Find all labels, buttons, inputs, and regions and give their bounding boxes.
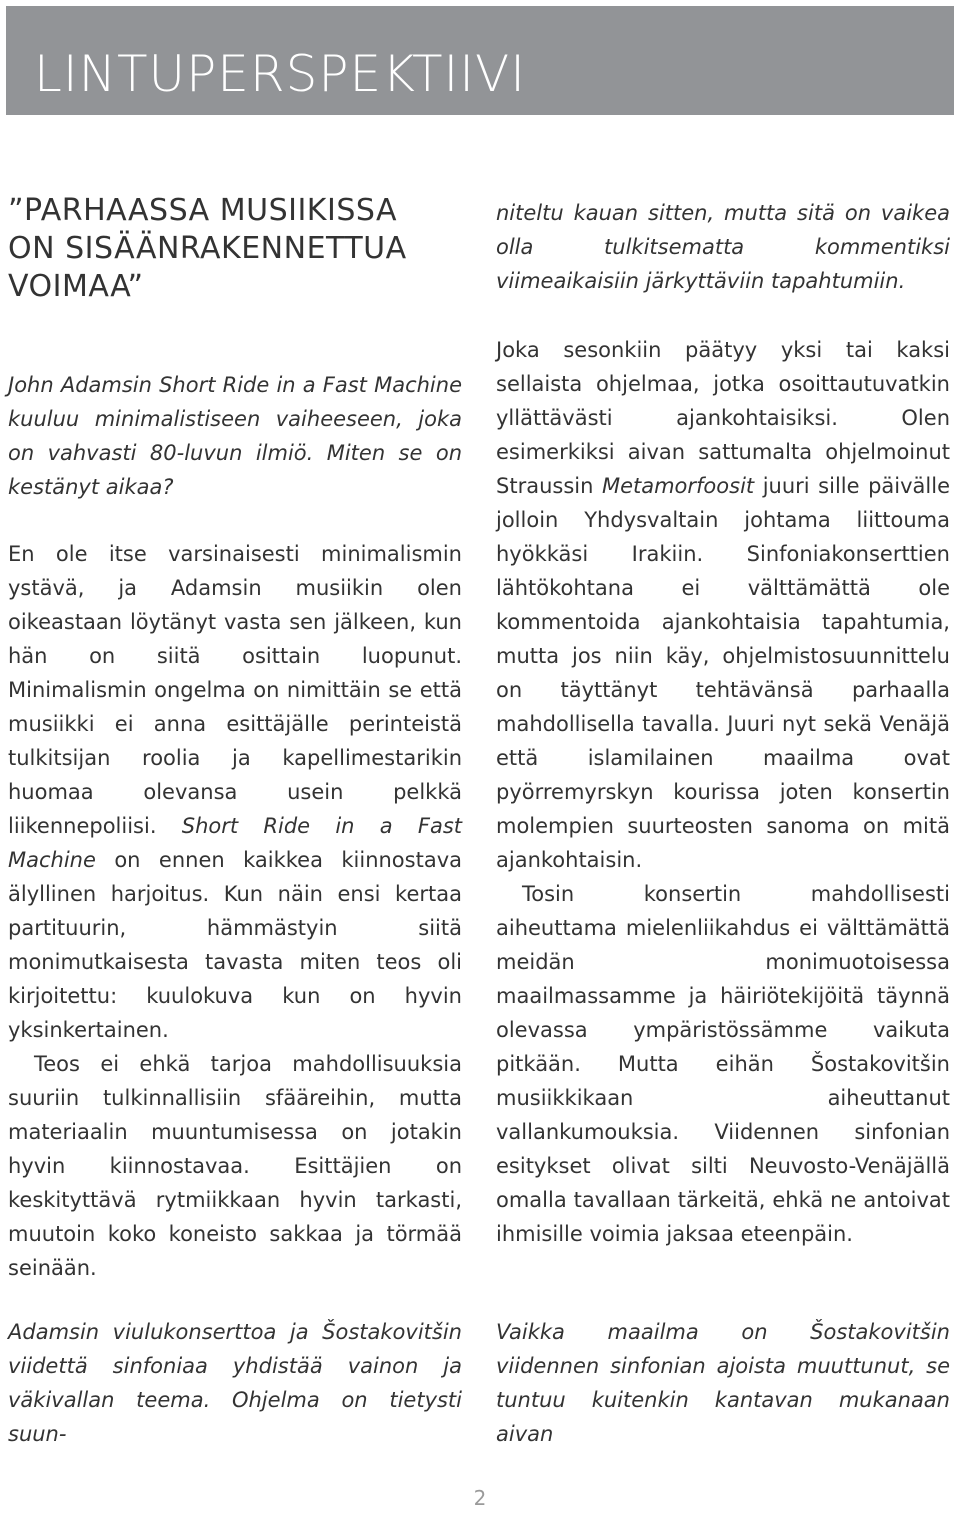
answer-paragraph	[8, 537, 462, 1047]
answer-paragraph: Tosin konsertin mahdollisesti aiheuttama mielenliikahdus ei välttämättä meidän monimuotoisessa maailmassamme ja häiriötekijöitä täynnä olevassa ympäristössämme vaikuta pitkään. Mutta eihän Šostakovitšin musiikkikaan aiheuttanut vallankumouksia. Viidennen sinfonian esitykset olivat silti Neuvosto-Venäjällä omalla tavallaan tärkeitä, ehkä ne antoivat ihmisille voimia jaksaa eteenpäin.	[496, 882, 950, 1246]
right-column-body	[496, 333, 950, 1251]
interview-question: John Adamsin Short Ride in a Fast Machine kuuluu minimalistiseen vaiheeseen, joka on vahvasti 80-luvun ilmiö. Miten se on kestänyt aikaa?	[8, 373, 462, 499]
right-column-question-2-continued	[496, 196, 950, 298]
left-column-body	[8, 537, 462, 1285]
answer-text: on ennen kaikkea kiinnostava älyllinen harjoitus. Kun näin ensi kertaa partituurin, hämmästyin siitä monimutkaisesta tavasta miten teos oli kirjoitettu: kuulokuva kun on hyvin yksinkertainen.	[8, 848, 462, 1042]
headline-line: ON SISÄÄNRAKENNETTUA	[8, 231, 407, 266]
section-title: LINTUPERSPEKTIIVI	[34, 45, 526, 103]
interview-question: Vaikka maailma on Šostakovitšin viidennen sinfonian ajoista muuttunut, se tuntuu kuitenkin kantavan mukanaan aivan	[496, 1320, 950, 1446]
answer-text: En ole itse varsinaisesti minimalismin ystävä, ja Adamsin musiikin olen oikeastaan löytänyt vasta sen jälkeen, kun hän on siitä osittain luopunut. Minimalismin ongelma on nimittäin se että musiikki ei anna esittäjälle perinteistä tulkitsijan roolia ja kapellimestarikin huomaa olevansa usein pelkkä liikennepoliisi.	[8, 542, 462, 838]
answer-text: juuri sille päivälle jolloin Yhdysvaltain johtama liittouma hyökkäsi Irakiin. Sinfoniakonserttien lähtökohtana ei välttämättä ole kommentoida ajankohtaisia tapahtumia, mutta jos niin käy, ohjelmistosuunnittelu on täyttänyt tehtävänsä parhaalla mahdollisella tavalla. Juuri nyt sekä Venäjä että islamilainen maailma ovat pyörremyrskyn kourissa joten konsertin molempien suurteosten sanoma on mitä ajankohtaisin.	[496, 474, 950, 872]
article-headline	[8, 192, 468, 306]
section-banner	[6, 6, 954, 115]
page-number: 2	[473, 1486, 487, 1510]
left-column-question-2	[8, 1315, 462, 1451]
answer-text: Joka sesonkiin päätyy yksi tai kaksi sellaista ohjelmaa, jotka osoittautuvatkin yllättävästi ajankohtaisiksi. Olen esimerkiksi aivan sattumalta ohjelmoinut Straussin	[496, 338, 950, 498]
right-column-question-3	[496, 1315, 950, 1451]
headline-line: ”PARHAASSA MUSIIKISSA	[8, 193, 397, 228]
answer-paragraph: Teos ei ehkä tarjoa mahdollisuuksia suuriin tulkinnallisiin sfääreihin, mutta materiaalin muuntumisessa on jotakin hyvin kiinnostavaa. Esittäjien on keskityttävä rytmiikkaan hyvin tarkasti, muutoin koko koneisto sakkaa ja törmää seinään.	[8, 1052, 462, 1280]
interview-question: Adamsin viulukonserttoa ja Šostakovitšin viidettä sinfoniaa yhdistää vainon ja väkivallan teema. Ohjelma on tietysti suun-	[8, 1320, 462, 1446]
left-column-question-1	[8, 368, 462, 504]
headline-line: VOIMAA”	[8, 269, 144, 304]
interview-question: niteltu kauan sitten, mutta sitä on vaikea olla tulkitsematta kommentiksi viimeaikaisiin järkyttäviin tapahtumiin.	[496, 201, 950, 293]
work-title: Metamorfoosit	[601, 474, 755, 498]
answer-paragraph	[496, 333, 950, 877]
work-title: Short Ride in a Fast Machine	[8, 814, 462, 872]
